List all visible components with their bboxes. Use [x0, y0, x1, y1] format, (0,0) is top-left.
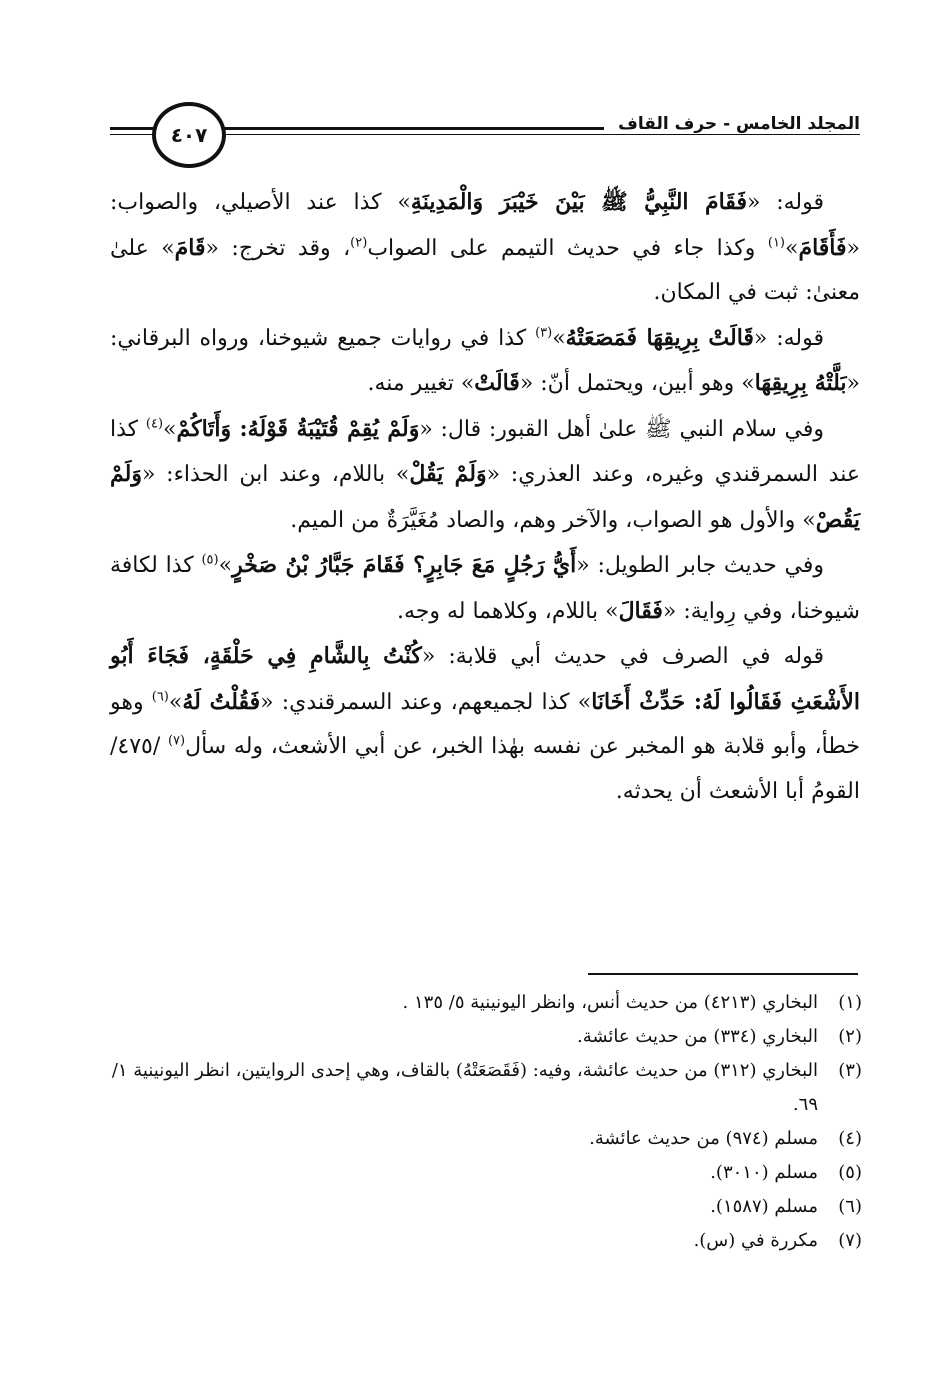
- footnote-separator: [588, 973, 858, 975]
- footnote-ref: (١): [767, 235, 785, 251]
- footnote-text: مكررة في (س).: [693, 1230, 818, 1251]
- text-run: كذا عند السمرقندي وغيره، وعند العذري: «: [110, 416, 860, 487]
- footnote-ref: (٧): [167, 733, 186, 749]
- text-run: »: [552, 325, 566, 351]
- paragraph: [110, 316, 860, 407]
- footnote-text: البخاري (٤٢١٣) من حديث أنس، وانظر اليونينية ٥/ ١٣٥ .: [402, 992, 818, 1013]
- quoted-term: قَامَ: [174, 234, 206, 261]
- footnote-text: البخاري (٣٣٤) من حديث عائشة.: [576, 1026, 818, 1047]
- footnote: [110, 1020, 862, 1054]
- text-run: » والأول هو الصواب، والآخر وهم، والصاد مُغَيَّرَةٌ من الميم.: [290, 507, 816, 533]
- quoted-term: بَلَّتْهُ بِرِيقِهَا: [754, 370, 847, 396]
- page-header: [110, 100, 860, 164]
- footnote-number: (١): [838, 992, 862, 1013]
- quoted-term: فَقُلْتُ لَهُ: [182, 688, 261, 715]
- footnote-ref: (٣): [535, 325, 553, 341]
- main-text: [110, 180, 860, 814]
- footnote-ref: (٢): [350, 235, 368, 251]
- footnote-number: (٥): [838, 1162, 862, 1183]
- text-run: » كذا لجميعهم، وعند السمرقندي: «: [260, 689, 592, 715]
- text-run: » علىٰ معنىٰ: ثبت في المكان.: [110, 235, 860, 305]
- quoted-term: قَالَتْ: [474, 370, 520, 396]
- text-run: » باللام، وكلاهما له وجه.: [396, 598, 619, 624]
- footnote-ref: (٥): [201, 552, 219, 568]
- text-run: قوله: «: [746, 190, 825, 215]
- paragraph: [110, 634, 860, 814]
- quoted-term: فَأَقَامَ: [798, 234, 847, 261]
- text-run: كذا لكافة شيوخنا، وفي رِواية: «: [110, 553, 860, 624]
- footnote-ref: (٦): [151, 689, 169, 705]
- footnote-number: (٢): [838, 1026, 862, 1047]
- quoted-term: وَلَمْ يُقِمْ قُتَيْبَةُ قَوْلَهُ: وَأَتَاكُمْ: [176, 415, 420, 442]
- footnote: [110, 1122, 862, 1156]
- text-run: »: [218, 553, 233, 578]
- footnotes: [110, 986, 862, 1258]
- footnote-text: مسلم (١٥٨٧).: [710, 1196, 818, 1217]
- text-run: قوله: «: [753, 325, 825, 351]
- paragraph: [110, 180, 860, 316]
- quoted-term: وَلَمْ يَقُصْ: [110, 461, 860, 533]
- running-title: المجلد الخامس - حرف القاف: [604, 114, 860, 134]
- quoted-term: فَقَامَ النَّبِيُّ ﷺ بَيْنَ خَيْبَرَ وَالْمَدِينَةِ: [410, 189, 747, 215]
- quoted-term: كُنْتُ بِالشَّامِ فِي حَلْقَةٍ، فَجَاءَ أَبُو الأَشْعَثِ فَقَالُوا لَهُ: حَدِّثْ أَخَانَا: [110, 643, 860, 715]
- text-run: » تغيير منه.: [367, 371, 475, 396]
- quoted-term: قَالَتْ بِرِيقِهَا فَمَصَعَتْهُ: [565, 324, 754, 351]
- paragraph: [110, 543, 860, 634]
- footnote: [110, 1156, 862, 1190]
- text-run: قوله في الصرف في حديث أبي قلابة: «: [421, 644, 824, 669]
- footnote-text: مسلم (٣٠١٠).: [710, 1162, 818, 1183]
- footnote: [110, 1054, 862, 1122]
- quoted-term: وَلَمْ يَقُلْ: [409, 461, 487, 487]
- footnote-ref: (٤): [145, 416, 164, 432]
- text-run: وفي حديث جابر الطويل: «: [576, 553, 824, 578]
- quoted-term: أَيُّ رَجُلٍ مَعَ جَابِرٍ؟ فَقَامَ جَبَّارُ بْنُ صَخْرٍ: [232, 552, 577, 578]
- text-run: » باللام، وعند ابن الحذاء: «: [141, 462, 410, 487]
- text-run: »: [168, 689, 183, 715]
- paragraph: [110, 407, 860, 544]
- footnote-number: (٤): [838, 1128, 862, 1149]
- text-run: » وهو أبين، ويحتمل أنّ: «: [519, 371, 755, 396]
- quoted-term: فَقَالَ: [618, 597, 663, 624]
- text-run: وهو خطأ، وأبو قلابة هو المخبر عن نفسه بهٰذا الخبر، عن أبي الأشعث، وله سأل: [110, 689, 861, 759]
- footnote-number: (٣): [838, 1060, 862, 1081]
- text-run: وفي سلام النبي ﷺ علىٰ أهل القبور: قال: «: [419, 416, 824, 442]
- footnote-number: (٦): [838, 1196, 862, 1217]
- page-number: ٤٠٧: [152, 102, 226, 168]
- footnote: [110, 1190, 862, 1224]
- text-run: ، وقد تخرج: «: [205, 235, 351, 261]
- text-run: » كذا عند الأصيلي، والصواب: «: [110, 190, 860, 261]
- footnote: [110, 986, 862, 1020]
- text-run: »: [785, 235, 799, 261]
- text-run: كذا في روايات جميع شيوخنا، ورواه البرقاني: «: [110, 325, 860, 396]
- footnote-text: البخاري (٣١٢) من حديث عائشة، وفيه: (فَقَصَعَتْهُ) بالقاف، وهي إحدى الروايتين، انظر اليونينية ١/ ٦٩.: [111, 1060, 818, 1115]
- text-run: وكذا جاء في حديث التيمم على الصواب: [367, 235, 768, 261]
- text-run: /٤٧٥/ القومُ أبا الأشعث أن يحدثه.: [110, 734, 860, 804]
- footnote-number: (٧): [838, 1230, 862, 1251]
- footnote: [110, 1224, 862, 1258]
- text-run: »: [163, 416, 177, 442]
- footnote-text: مسلم (٩٧٤) من حديث عائشة.: [589, 1128, 818, 1149]
